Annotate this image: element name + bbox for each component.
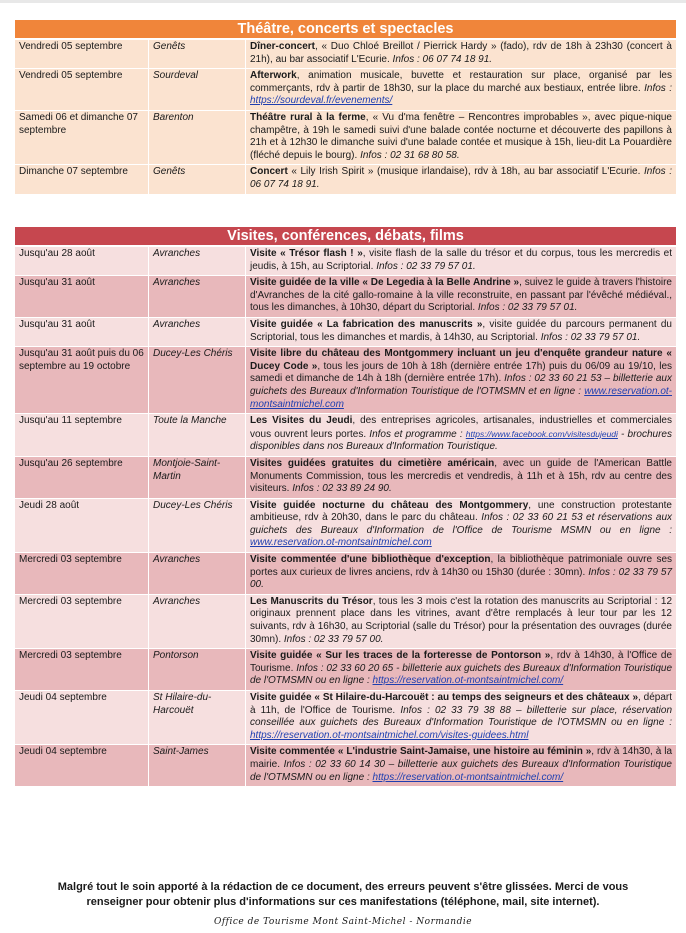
event-text: , avec un guide de l'American Battle Monuments Commission, tous les mercredis et vendredis, à 11h et à 15h, rdv au centre des visiteurs. [250, 457, 672, 495]
event-place: Genêts [149, 40, 246, 69]
event-text: , tous les jours de 10h à 18h (dernière entrée 17h) puis du 06/09 au 19/10, les samedi et dimanche de 14h à 18h (dernière entrée 17h). [250, 360, 673, 385]
disclaimer [0, 880, 686, 910]
table-row [15, 691, 677, 745]
event-place: Barenton [149, 110, 246, 164]
event-title: Afterwork [250, 70, 297, 82]
event-place: Toute la Manche [149, 414, 246, 457]
table-row [15, 165, 677, 194]
event-place: Ducey-Les Chéris [149, 498, 246, 552]
table-row [15, 110, 677, 164]
event-title: Les Visites du Jeudi [250, 415, 353, 427]
table-row [15, 553, 677, 595]
event-place: Montjoie-Saint-Martin [149, 456, 246, 498]
event-title: Visite guidée « La fabrication des manuscrits » [250, 318, 483, 330]
event-title: Les Manuscrits du Trésor [250, 595, 373, 607]
event-date: Jusqu'au 31 août [15, 317, 149, 346]
event-text: , tous les 3 mois c'est la rotation des manuscrits au Scriptorial : 12 originaux prennent place dans les vitrines, avant d'être remplacés à leur tour par les 12 suivants, rdv à 16h30, au Scriptorial (salle du Trésor) pour la présentation des ouvrages (durée 30mn). [250, 595, 672, 645]
event-description [246, 347, 677, 414]
event-description [246, 247, 677, 276]
event-title: Visite commentée d'une bibliothèque d'exception [250, 554, 491, 566]
event-infos: Infos : 02 31 68 80 58. [360, 149, 460, 161]
table-row [15, 40, 677, 69]
event-description [246, 276, 677, 318]
event-description [246, 317, 677, 346]
event-description [246, 553, 677, 595]
event-text: , des entreprises agricoles, artisanales, industrielles et commerciales vous ouvrent leurs portes. [250, 415, 672, 440]
event-text: , rdv à 14h30, à la mairie. [250, 746, 672, 770]
table-row [15, 594, 677, 648]
event-text: , la bibliothèque patrimoniale ouvre ses portes aux curieux de livres anciens, rdv à 14h30 ou 15h30 (durée : 30mn). [250, 554, 673, 578]
event-date: Mercredi 03 septembre [15, 553, 149, 595]
event-date: Jeudi 04 septembre [15, 745, 149, 787]
event-date: Jusqu'au 31 août [15, 276, 149, 318]
event-text: « Lily Irish Spirit » (musique irlandaise), rdv à 18h, au bar associatif L'Ecurie. [287, 166, 641, 178]
event-description [246, 691, 677, 745]
event-link[interactable]: https://www.facebook.com/visitesdujeudi [465, 428, 618, 439]
event-title: Visite guidée de la ville « De Legedia à la Belle Andrine » [250, 277, 520, 289]
event-link[interactable]: https://reservation.ot-montsaintmichel.com/ [372, 675, 564, 687]
event-extra: - brochures disponibles dans nos Bureaux d'Information Touristique. [250, 428, 672, 453]
event-infos: Infos : [644, 82, 672, 94]
table-row [15, 69, 677, 111]
event-date: Jusqu'au 28 août [15, 247, 149, 276]
section-title: Théâtre, concerts et spectacles [14, 19, 677, 39]
event-infos: Infos et programme : [369, 428, 466, 440]
event-date: Jeudi 28 août [15, 498, 149, 552]
event-place: Genêts [149, 165, 246, 194]
event-title: Visite libre du château des Montgommery incluant un jeu d'enquête grandeur nature « Ducey Code » [250, 348, 672, 372]
event-link[interactable]: https://reservation.ot-montsaintmichel.com/ [372, 771, 564, 783]
event-description [246, 649, 677, 691]
theatre-table [14, 39, 677, 195]
section-title: Visites, conférences, débats, films [14, 226, 677, 246]
event-infos: Infos : 02 33 79 57 00. [283, 633, 384, 645]
event-infos: Infos : 02 33 79 38 88 – billetterie sur place, réservation conseillée aux guichets des Bureaux d'Information Touristique de l'OTMSMN ou en ligne : [250, 704, 672, 729]
event-date: Vendredi 05 septembre [15, 40, 149, 69]
event-title: Visite guidée nocturne du château des Montgommery [250, 499, 529, 511]
event-infos: Infos : 02 33 79 57 01. [540, 331, 641, 343]
event-place: Avranches [149, 553, 246, 595]
event-text: , « Vu d'ma fenêtre – Rencontres improbables », avec pique-nique champêtre, à 19h le samedi suivi d'une balade contée nocturne et découverte des papillons à 21h et à 12h30 le dimanche suivi d'une balade contée et musique à 15h, lieu-dit La Pouardière (fléché depuis le bourg). [250, 111, 672, 161]
table-row [15, 745, 677, 787]
event-description [246, 414, 677, 457]
event-link[interactable]: www.reservation.ot-montsaintmichel.com [250, 537, 432, 549]
event-link[interactable]: https://sourdeval.fr/evenements/ [250, 95, 393, 107]
table-row [15, 456, 677, 498]
event-title: Visite « Trésor flash ! » [250, 248, 363, 259]
event-description [246, 69, 677, 111]
event-description [246, 456, 677, 498]
event-infos: Infos : 06 07 74 18 91. [392, 53, 493, 65]
event-title: Visites guidées gratuites du cimetière américain [250, 457, 495, 469]
event-place: Avranches [149, 247, 246, 276]
event-infos: Infos : 02 33 60 21 53 – billetterie aux guichets des Bureaux d'Information Touristique de l'OTMSMN et en ligne : [250, 373, 672, 397]
event-date: Mercredi 03 septembre [15, 649, 149, 691]
event-text: , une construction protestante ambitieuse, rdv à 20h30, dans le parc du château. [250, 499, 672, 524]
event-text: , visite flash de la salle du trésor et du corpus, tous les mercredis et jeudis, à 15h, au Scriptorial. [250, 248, 672, 272]
event-date: Samedi 06 et dimanche 07 septembre [15, 110, 149, 164]
event-link[interactable]: https://reservation.ot-montsaintmichel.com/visites-guidees.html [250, 729, 529, 741]
event-place: Ducey-Les Chéris [149, 347, 246, 414]
event-infos: Infos : 02 33 89 24 90. [292, 483, 392, 495]
event-description [246, 498, 677, 552]
event-place: St Hilaire-du-Harcouët [149, 691, 246, 745]
event-title: Visite guidée « St Hilaire-du-Harcouët : au temps des seigneurs et des châteaux » [250, 692, 639, 703]
event-text: , animation musicale, buvette et restauration sur place, organisé par les commerçants, rdv à partir de 18h30, sur la place du marché aux bestiaux, entrée libre. [250, 70, 672, 94]
top-bar [0, 0, 686, 10]
event-text: , « Duo Chloé Breillot / Pierrick Hardy » (fado), rdv de 18h à 23h30 (concert à 21h), au bar associatif L'Ecurie. [250, 41, 672, 65]
event-title: Dîner-concert [250, 41, 316, 52]
visites-section [14, 226, 677, 787]
disclaimer-line-1: Malgré tout le soin apporté à la rédaction de ce document, des erreurs peuvent s'être glissées. Merci de vous [57, 881, 629, 893]
event-place: Saint-James [149, 745, 246, 787]
visites-table [14, 246, 677, 787]
event-infos: Infos : 02 33 79 57 01. [376, 260, 476, 272]
event-link[interactable]: www.reservation.ot-montsaintmichel.com [250, 385, 672, 410]
table-row [15, 414, 677, 457]
event-place: Avranches [149, 317, 246, 346]
event-text: , rdv à 14h30, à l'Office de Tourisme. [250, 650, 673, 674]
event-infos: Infos : 02 33 79 57 01. [477, 302, 578, 314]
event-description [246, 745, 677, 787]
event-title: Concert [250, 166, 288, 178]
event-title: Visite guidée « Sur les traces de la forteresse de Pontorson » [250, 650, 551, 662]
event-date: Dimanche 07 septembre [15, 165, 149, 194]
event-infos: Infos : 02 33 60 20 65 - billetterie aux guichets des Bureaux d'Information Touristique de l'OTMSMN ou en ligne : [250, 662, 673, 687]
table-row [15, 317, 677, 346]
event-title: Théâtre rural à la ferme [250, 111, 366, 123]
event-place: Pontorson [149, 649, 246, 691]
event-text: , départ à 11h, de l'Office de Tourisme. [250, 692, 672, 716]
table-row [15, 247, 677, 276]
event-date: Jeudi 04 septembre [15, 691, 149, 745]
event-place: Sourdeval [149, 69, 246, 111]
event-text: , visite guidée du parcours permanent du Scriptorial, tous les dimanches et mardis, à 14h30, au Scriptorial. [250, 318, 672, 343]
event-description [246, 594, 677, 648]
event-description [246, 40, 677, 69]
event-infos: Infos : 02 33 60 14 30 – billetterie aux guichets des Bureaux d'Information Touristique de l'OTMSMN ou en ligne : [250, 758, 672, 783]
theatre-section [14, 19, 677, 195]
disclaimer-line-2: renseigner pour obtenir plus d'informations sur ces manifestations (téléphone, mail, site internet). [86, 896, 600, 908]
signature: Office de Tourisme Mont Saint-Michel - Normandie [213, 917, 473, 927]
event-text: , suivez le guide à travers l'histoire d'Avranches de la cité gallo-romaine à la ville reconstruite, en passant par l'évêché médiéval., tous les dimanches, à 10h30, départ du Scriptorial. [250, 277, 672, 314]
event-description [246, 165, 677, 194]
event-date: Vendredi 05 septembre [15, 69, 149, 111]
event-place: Avranches [149, 594, 246, 648]
event-description [246, 110, 677, 164]
event-infos: Infos : 06 07 74 18 91. [250, 166, 672, 190]
event-date: Mercredi 03 septembre [15, 594, 149, 648]
event-place: Avranches [149, 276, 246, 318]
event-date: Jusqu'au 31 août puis du 06 septembre au 19 octobre [15, 347, 149, 414]
table-row [15, 347, 677, 414]
event-infos: Infos : 02 33 79 57 00. [250, 566, 672, 591]
event-infos: Infos : 02 33 60 21 53 et réservations aux guichets des Bureaux d'Information de l'Office de Tourisme MSMN ou en ligne : [250, 512, 673, 536]
event-date: Jusqu'au 26 septembre [15, 456, 149, 498]
table-row [15, 276, 677, 318]
table-row [15, 498, 677, 552]
event-title: Visite commentée « L'industrie Saint-Jamaise, une histoire au féminin » [250, 746, 592, 758]
table-row [15, 649, 677, 691]
event-date: Jusqu'au 11 septembre [15, 414, 149, 457]
